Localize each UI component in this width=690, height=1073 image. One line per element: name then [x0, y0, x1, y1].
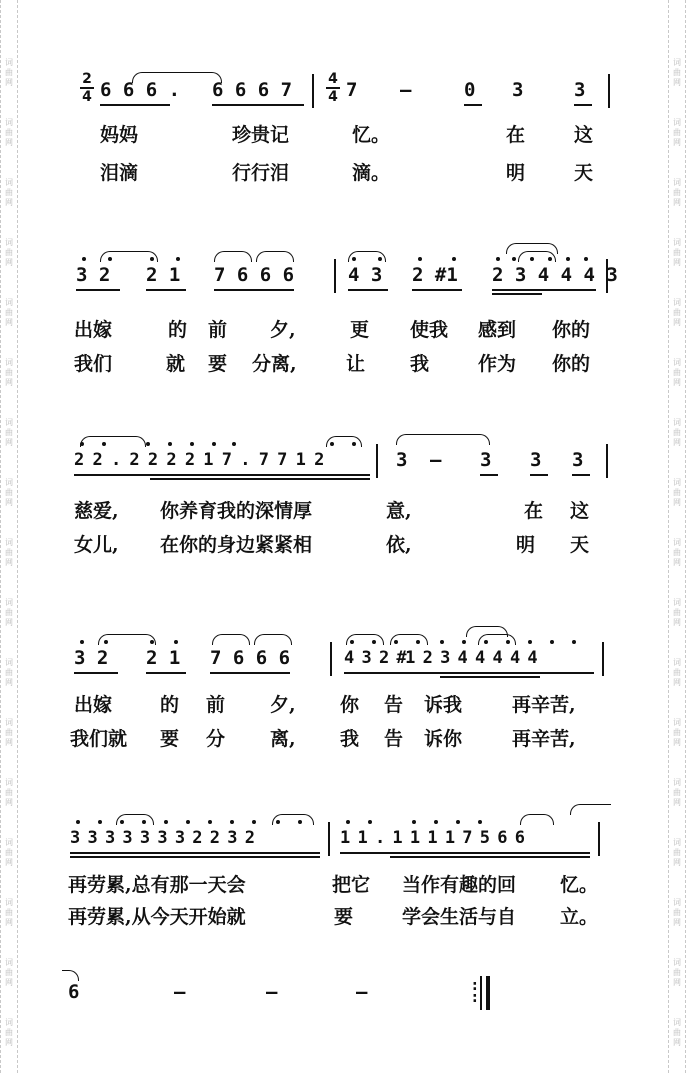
final-barline: [486, 976, 490, 1010]
octave-dot: [412, 820, 416, 824]
lyric-text: 更: [350, 319, 370, 341]
lyric-text: 要: [160, 728, 180, 750]
watermark-text: 词 曲 网: [673, 118, 681, 147]
octave-dot: [572, 640, 576, 644]
lyric-text: 这: [574, 124, 594, 146]
watermark-text: 词 曲 网: [5, 238, 13, 267]
watermark-text: 词 曲 网: [5, 118, 13, 147]
watermark-text: 词 曲 网: [673, 418, 681, 447]
note-group: 2 1: [146, 264, 181, 286]
beam-line: [70, 852, 320, 854]
lyric-text: 依,: [386, 534, 412, 556]
note-group: 1 1 . 1 1 1 1 7 5 6 6: [340, 828, 524, 848]
lyric-text: 珍贵记: [232, 124, 290, 146]
octave-dot: [174, 640, 178, 644]
watermark-text: 词 曲 网: [5, 598, 13, 627]
repeat-sign-dots: : :: [472, 978, 478, 1006]
note-group: 3: [480, 449, 492, 471]
note-group: 3 2: [76, 264, 111, 286]
barline: [608, 74, 610, 108]
lyric-text: 夕,: [270, 319, 296, 341]
watermark-text: 词 曲 网: [673, 838, 681, 867]
beam-line: [572, 474, 590, 476]
octave-dot: [506, 640, 510, 644]
slur: [212, 634, 250, 645]
beam-line: [74, 672, 118, 674]
lyric-text: 天: [574, 162, 594, 184]
notation-row: [0, 440, 690, 480]
note-group: —: [356, 981, 368, 1003]
barline: [602, 642, 604, 676]
watermark-text: 词 曲 网: [5, 1018, 13, 1047]
octave-dot: [550, 640, 554, 644]
octave-dot: [104, 640, 108, 644]
lyrics-verse-2: [0, 902, 690, 932]
octave-dot: [496, 257, 500, 261]
notation-row: [0, 818, 690, 858]
barline: [334, 259, 336, 293]
lyrics-verse-2: [0, 158, 690, 188]
beam-line: [212, 104, 304, 106]
octave-dot: [190, 442, 194, 446]
barline: [598, 822, 600, 856]
octave-dot: [230, 820, 234, 824]
slur: [80, 436, 146, 447]
note-group: —: [266, 981, 278, 1003]
lyric-text: 诉你: [424, 728, 463, 750]
beam-line: [390, 856, 590, 858]
barline: [330, 642, 332, 676]
note-group: 6: [68, 981, 80, 1003]
lyrics-verse-2: [0, 530, 690, 560]
lyrics-verse-1: [0, 120, 690, 150]
octave-dot: [186, 820, 190, 824]
lyric-text: 再劳累,从今天开始就: [68, 906, 246, 928]
note-group: 0: [464, 79, 476, 101]
beam-line: [210, 672, 290, 674]
lyric-text: 夕,: [270, 694, 296, 716]
lyric-text: 要: [208, 353, 228, 375]
note-group: 7 6 6 6: [214, 264, 295, 286]
beam-line: [492, 293, 542, 295]
lyric-text: 在你的身边紧紧相: [160, 534, 313, 556]
beam-line: [214, 289, 294, 291]
note-group: —: [174, 981, 186, 1003]
lyric-text: 前: [208, 319, 228, 341]
octave-dot: [378, 257, 382, 261]
barline: [606, 444, 608, 478]
lyric-text: 的: [168, 319, 188, 341]
lyric-text: 再劳累,总有那一天会: [68, 874, 246, 896]
lyric-text: 明: [506, 162, 526, 184]
lyric-text: 你的: [552, 353, 591, 375]
lyric-text: 在: [524, 500, 544, 522]
note-group: 2 #1: [412, 264, 458, 286]
lyric-text: 明: [516, 534, 536, 556]
lyrics-verse-1: [0, 870, 690, 900]
note-group: 3: [572, 449, 584, 471]
octave-dot: [440, 640, 444, 644]
octave-dot: [330, 442, 334, 446]
octave-dot: [80, 442, 84, 446]
watermark-text: 词 曲 网: [5, 718, 13, 747]
note-group: 3: [396, 449, 408, 471]
octave-dot: [478, 820, 482, 824]
beam-line: [344, 672, 594, 674]
slur: [570, 804, 611, 815]
lyric-text: 你的: [552, 319, 591, 341]
watermark-text: 词 曲 网: [673, 478, 681, 507]
lyric-text: 女儿,: [74, 534, 119, 556]
octave-dot: [566, 257, 570, 261]
octave-dot: [276, 820, 280, 824]
note-group: 3: [530, 449, 542, 471]
watermark-text: 词 曲 网: [5, 358, 13, 387]
watermark-text: 词 曲 网: [5, 298, 13, 327]
lyric-text: 再辛苦,: [512, 694, 576, 716]
barline: [606, 259, 608, 293]
lyrics-verse-2: [0, 349, 690, 379]
lyric-text: 当作有趣的回: [402, 874, 517, 896]
beam-line: [412, 289, 462, 291]
watermark-text: 词 曲 网: [5, 898, 13, 927]
notation-row: [0, 638, 690, 678]
beam-line: [574, 104, 592, 106]
octave-dot: [372, 640, 376, 644]
octave-dot: [584, 257, 588, 261]
slur: [254, 634, 292, 645]
lyrics-verse-1: [0, 496, 690, 526]
octave-dot: [82, 257, 86, 261]
lyric-text: 要: [334, 906, 354, 928]
lyric-text: 在: [506, 124, 526, 146]
watermark-text: 词 曲 网: [5, 178, 13, 207]
octave-dot: [530, 257, 534, 261]
slur: [520, 814, 554, 825]
octave-dot: [164, 820, 168, 824]
octave-dot: [80, 640, 84, 644]
beam-line: [348, 289, 388, 291]
lyric-text: 我们: [74, 353, 113, 375]
beam-line: [480, 474, 498, 476]
octave-dot: [108, 257, 112, 261]
note-group: 4 3 2 #1 2 3 4 4 4 4 4: [344, 648, 537, 668]
lyric-text: 前: [206, 694, 226, 716]
beam-line: [530, 474, 548, 476]
watermark-text: 词 曲 网: [673, 778, 681, 807]
watermark-text: 词 曲 网: [673, 958, 681, 987]
note-group: 2 3 4 4 4 3: [492, 264, 618, 286]
slur: [256, 251, 294, 262]
slur: [62, 970, 79, 981]
lyric-text: 行行泪: [232, 162, 290, 184]
watermark-text: 词 曲 网: [5, 58, 13, 87]
octave-dot: [434, 820, 438, 824]
octave-dot: [548, 257, 552, 261]
octave-dot: [346, 820, 350, 824]
octave-dot: [98, 820, 102, 824]
note-group: —: [400, 79, 412, 101]
octave-dot: [352, 442, 356, 446]
beam-line: [146, 672, 186, 674]
octave-dot: [212, 442, 216, 446]
octave-dot: [352, 257, 356, 261]
beam-line: [492, 289, 596, 291]
beam-line: [100, 104, 170, 106]
slur: [214, 251, 252, 262]
note-group: 6 6 6 7: [212, 79, 293, 101]
octave-dot: [142, 820, 146, 824]
octave-dot: [168, 442, 172, 446]
octave-dot: [416, 640, 420, 644]
octave-dot: [76, 820, 80, 824]
lyric-text: 慈爱,: [74, 500, 119, 522]
barline: [328, 822, 330, 856]
barline: [480, 976, 482, 1010]
lyric-text: 让: [346, 353, 366, 375]
octave-dot: [146, 442, 150, 446]
watermark-text: 词 曲 网: [673, 58, 681, 87]
octave-dot: [456, 820, 460, 824]
beam-line: [76, 289, 120, 291]
watermark-text: 词 曲 网: [5, 478, 13, 507]
lyric-text: 分: [206, 728, 226, 750]
note-group: —: [430, 449, 442, 471]
lyric-text: 滴。: [352, 162, 391, 184]
watermark-text: 词 曲 网: [673, 178, 681, 207]
octave-dot: [452, 257, 456, 261]
lyric-text: 忆。: [352, 124, 391, 146]
lyric-text: 这: [570, 500, 590, 522]
octave-dot: [368, 820, 372, 824]
octave-dot: [394, 640, 398, 644]
watermark-text: 词 曲 网: [673, 358, 681, 387]
lyric-text: 把它: [332, 874, 371, 896]
lyric-text: 学会生活与自: [402, 906, 517, 928]
notation-row: [0, 70, 690, 110]
lyric-text: 我: [340, 728, 360, 750]
lyric-text: 你养育我的深情厚: [160, 500, 313, 522]
octave-dot: [176, 257, 180, 261]
note-group: 2 2 . 2 2 2 2 1 7 . 7 7 1 2: [74, 450, 324, 470]
watermark-text: 词 曲 网: [5, 538, 13, 567]
note-group: 7 6 6 6: [210, 647, 291, 669]
lyric-text: 告: [384, 694, 404, 716]
lyrics-verse-1: [0, 690, 690, 720]
octave-dot: [528, 640, 532, 644]
lyric-text: 立。: [560, 906, 599, 928]
notation-row: [0, 972, 690, 1012]
octave-dot: [418, 257, 422, 261]
lyric-text: 分离,: [252, 353, 297, 375]
octave-dot: [120, 820, 124, 824]
watermark-text: 词 曲 网: [5, 658, 13, 687]
lyric-text: 出嫁: [74, 319, 113, 341]
lyric-text: 作为: [478, 353, 517, 375]
time-signature-4-4: 4 4: [326, 72, 340, 104]
barline: [312, 74, 314, 108]
note-group: 7: [346, 79, 358, 101]
lyric-text: 出嫁: [74, 694, 113, 716]
octave-dot: [150, 640, 154, 644]
lyric-text: 我: [410, 353, 430, 375]
lyric-text: 离,: [270, 728, 296, 750]
lyric-text: 忆。: [560, 874, 599, 896]
slur: [132, 72, 222, 83]
lyrics-verse-1: [0, 315, 690, 345]
watermark-text: 词 曲 网: [673, 538, 681, 567]
octave-dot: [350, 640, 354, 644]
beam-line: [146, 289, 186, 291]
slur: [396, 434, 490, 445]
octave-dot: [102, 442, 106, 446]
note-group: 6 6 6 .: [100, 79, 181, 101]
lyric-text: 我们就: [70, 728, 128, 750]
watermark-text: 词 曲 网: [673, 898, 681, 927]
lyric-text: 就: [166, 353, 186, 375]
octave-dot: [462, 640, 466, 644]
beam-line: [340, 852, 590, 854]
lyric-text: 诉我: [424, 694, 463, 716]
watermark-text: 词 曲 网: [5, 778, 13, 807]
watermark-text: 词 曲 网: [5, 958, 13, 987]
octave-dot: [484, 640, 488, 644]
time-signature-2-4: 2 4: [80, 72, 94, 104]
note-group: 2 1: [146, 647, 181, 669]
beam-line: [464, 104, 482, 106]
watermark-text: 词 曲 网: [5, 838, 13, 867]
lyric-text: 的: [160, 694, 180, 716]
octave-dot: [512, 257, 516, 261]
lyric-text: 再辛苦,: [512, 728, 576, 750]
beam-line: [150, 478, 370, 480]
note-group: 3: [574, 79, 586, 101]
watermark-text: 词 曲 网: [673, 718, 681, 747]
watermark-text: 词 曲 网: [673, 1018, 681, 1047]
lyric-text: 意,: [386, 500, 412, 522]
lyric-text: 告: [384, 728, 404, 750]
octave-dot: [150, 257, 154, 261]
octave-dot: [232, 442, 236, 446]
lyric-text: 天: [570, 534, 590, 556]
lyric-text: 泪滴: [100, 162, 139, 184]
lyric-text: 感到: [478, 319, 517, 341]
beam-line: [74, 474, 370, 476]
watermark-text: 词 曲 网: [673, 598, 681, 627]
note-group: 3 2: [74, 647, 109, 669]
octave-dot: [208, 820, 212, 824]
watermark-text: 词 曲 网: [673, 238, 681, 267]
barline: [376, 444, 378, 478]
lyric-text: 你: [340, 694, 360, 716]
watermark-text: 词 曲 网: [673, 298, 681, 327]
lyric-text: 妈妈: [100, 124, 139, 146]
watermark-text: 词 曲 网: [673, 658, 681, 687]
note-group: 4 3: [348, 264, 383, 286]
notation-row: [0, 255, 690, 295]
lyric-text: 使我: [410, 319, 449, 341]
note-group: 3: [512, 79, 524, 101]
octave-dot: [298, 820, 302, 824]
watermark-text: 词 曲 网: [5, 418, 13, 447]
octave-dot: [252, 820, 256, 824]
lyrics-verse-2: [0, 724, 690, 754]
beam-line: [440, 676, 540, 678]
note-group: 3 3 3 3 3 3 3 2 2 3 2: [70, 828, 254, 848]
beam-line: [70, 856, 320, 858]
